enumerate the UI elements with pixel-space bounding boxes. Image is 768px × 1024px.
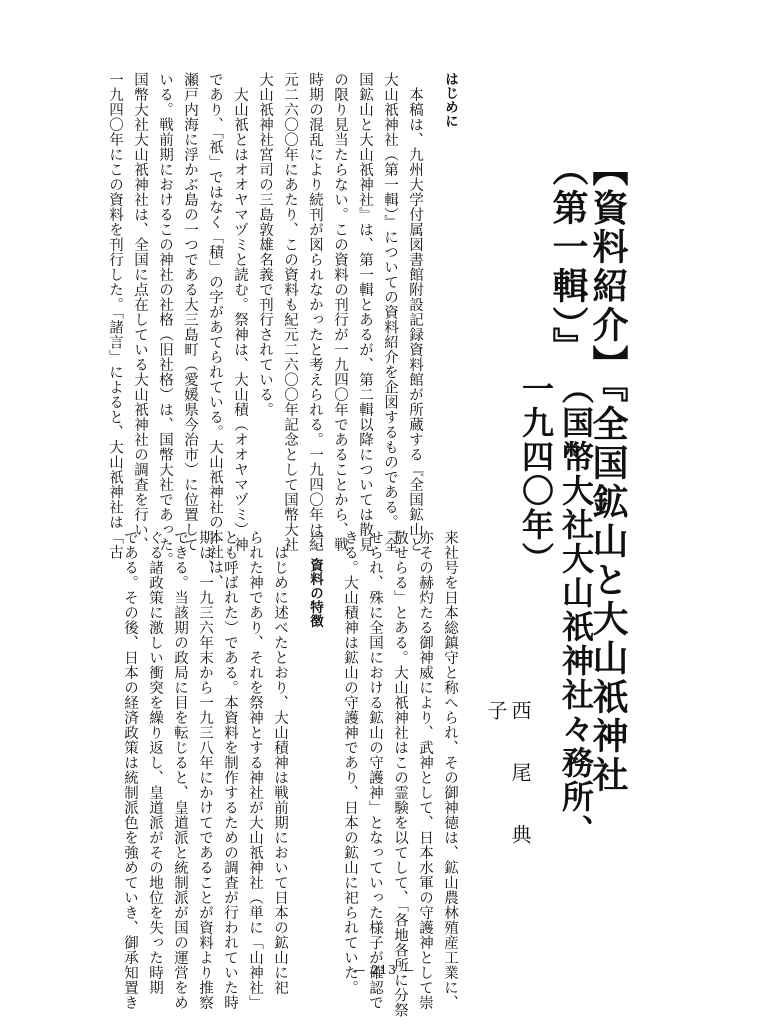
paragraph-line: 瀬戸内海に浮かぶ島の一つである大三島町（愛媛県今治市）に位置して [182,72,198,552]
paragraph-line: 一九四〇年にこの資料を刊行した。「諸言」によると、大山祇神社は「古 [107,72,123,560]
paragraph-line: 来社号を日本総鎮守と称へられ、その御神徳は、鉱山農林殖産工業に、 [442,530,458,1010]
paragraph-line: である。その後、日本の経済政策は統制派色を強めていき、御承知置き [122,530,138,1010]
paragraph-line: の限り見当たらない。この資料の刊行が一九四〇年であることから、戦 [332,72,348,552]
author-name: 西尾典子 [484,700,532,886]
article-title-line1: 【資料紹介】『全国鉱山と大山祇神社（第一輯）』 [547,150,629,795]
paragraph-line: 大山祇とはオオヤマヅミと読む。祭神は、大山積（オオヤマヅミ）神 [232,72,248,552]
paragraph-line: せられ、殊に全国における鉱山の守護神」となっていった様子が確認で [367,530,383,1010]
paragraph-line: 国幣大社大山祇神社は、全国に点在している大山祇神社の調査を行い、 [132,72,148,552]
paragraph-line: とも呼ばれた）である。本資料を制作するための調査が行われていた時 [222,530,238,1010]
article-title-line2: （国幣大社大山祇神社々務所、一九四〇年） [517,372,595,848]
paragraph-line: できる。当該期の政局に目を転じると、皇道派と統制派が国の運営をめ [172,530,188,1010]
page-number: — 213 — [353,963,415,977]
paragraph-line: 大山祇神社宮司の三島敦雄名義で刊行されている。 [257,72,273,417]
paragraph-line: 元二六〇〇年にあたり、この資料も紀元二六〇〇年記念として国幣大社 [282,72,298,552]
paragraph-line: ぐる諸政策に激しい衝突を繰り返し、皇道派がその地位を失った時期 [147,530,163,995]
paragraph-line: 期は、一九三六年末から一九三八年にかけてであることが資料より推察 [197,530,213,1010]
paragraph-line: であり、「祇」ではなく「積」の字があてられている。大山祇神社の本社は、 [207,72,223,590]
paragraph-line: 国鉱山と大山祇神社』は、第一輯とあるが、第二輯以降については散見 [357,72,373,552]
paragraph-line: 敬せらる」とある。大山祇神社はこの霊験を以てして、「各地各所に分祭 [392,530,408,1018]
paragraph-line: 本稿は、九州大学付属図書館附設記録資料館が所蔵する『全国鉱山と [407,72,423,552]
paragraph-line: 大山祇神社（第一輯）』についての資料紹介を企図するものである。『全 [382,72,398,553]
section-heading-features: 一．資料の特徴 [307,530,323,628]
paragraph-line: いる。戦前期におけるこの神社の社格（旧社格）は、国幣大社であった。 [157,72,173,567]
paragraph-line: 時期の混乱により続刊が図られなかったと考えられる。一九四〇年は紀 [307,72,323,552]
paragraph-line: きる。大山積神は鉱山の守護神であり、日本の鉱山に祀られていた。 [342,530,358,995]
section-heading-intro: はじめに [442,72,458,128]
paragraph-line: られた神であり、それを祭神とする神社が大山祇神社（単に「山神社」 [247,530,263,1010]
paragraph-line: はじめに述べたとおり、大山積神は戦前期において日本の鉱山に祀 [272,530,288,995]
paragraph-line: 亦その赫灼たる御神威により、武神として、日本水軍の守護神として崇 [417,530,433,1010]
